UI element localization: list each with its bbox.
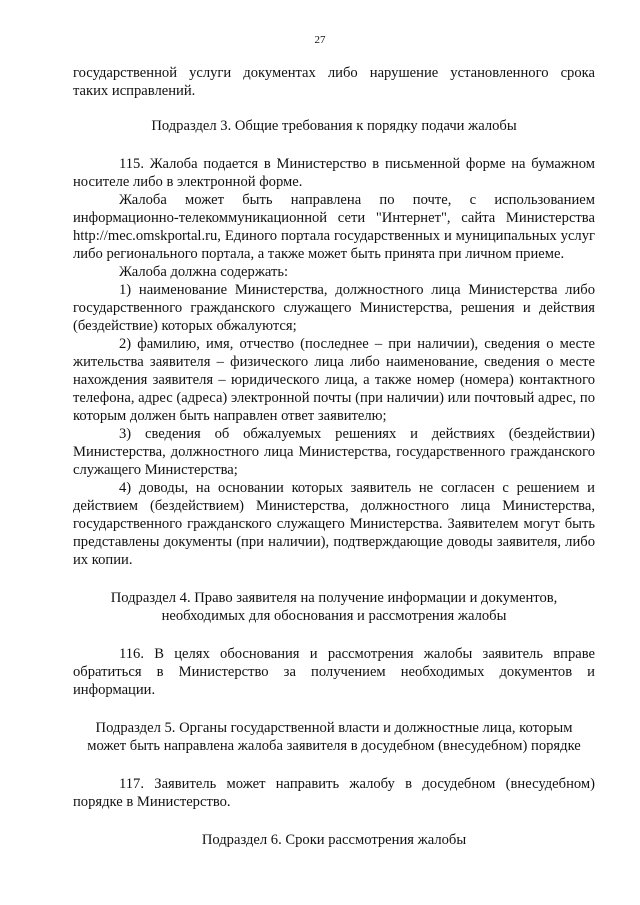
subsection-6-heading: Подраздел 6. Сроки рассмотрения жалобы (201, 832, 467, 848)
subsection-4-heading-line-2: необходимых для обоснования и рассмотрения жалобы (161, 608, 507, 624)
intro-line-1: государственной услуги документах либо нарушение установленного срока (73, 65, 595, 81)
paragraph-submission-channels: Жалоба может быть направлена по почте, с использованием информационно-телекоммуникационной сети "Интернет", сайта Министерства http://mec.omskportal.ru, Единого портала государственных и муниципальных услуг либо регионального портала, а также может быть принята при личном приеме. (73, 192, 595, 262)
paragraph-117: 117. Заявитель может направить жалобу в досудебном (внесудебном) порядке в Министерство. (73, 776, 595, 810)
list-item-2: 2) фамилию, имя, отчество (последнее – при наличии), сведения о месте жительства заявителя – физического лица либо наименование, сведения о месте нахождения заявителя – юридического лица, а также номер (номера) контактного телефона, адрес (адреса) электронной почты (при наличии) или почтовый адрес, по которым должен быть направлен ответ заявителю; (73, 336, 595, 424)
list-item-1: 1) наименование Министерства, должностного лица Министерства либо государственного гражданского служащего Министерства, решения и действия (бездействие) которых обжалуются; (73, 282, 595, 334)
page-number: 27 (314, 34, 326, 46)
subsection-4-heading-line-1: Подраздел 4. Право заявителя на получение информации и документов, (110, 590, 558, 606)
paragraph-115: 115. Жалоба подается в Министерство в письменной форме на бумажном носителе либо в электронной форме. (73, 156, 595, 190)
list-item-4: 4) доводы, на основании которых заявитель не согласен с решением и действием (бездействием) Министерства, должностного лица Министерства, государственного гражданского служащего Министерства. Заявителем могут быть представлены документы (при наличии), подтверждающие доводы заявителя, либо их копии. (73, 480, 595, 568)
subsection-3-heading: Подраздел 3. Общие требования к порядку подачи жалобы (151, 118, 517, 134)
paragraph-116: 116. В целях обоснования и рассмотрения жалобы заявитель вправе обратиться в Министерство за получением необходимых документов и информации. (73, 646, 595, 698)
paragraph-contents-intro: Жалоба должна содержать: (119, 264, 289, 280)
page-content (73, 64, 595, 849)
intro-line-2: таких исправлений. (73, 83, 196, 99)
list-item-3: 3) сведения об обжалуемых решениях и действиях (бездействии) Министерства, должностного лица Министерства, государственного гражданского служащего Министерства; (73, 426, 595, 478)
subsection-5-heading-line-1: Подраздел 5. Органы государственной власти и должностные лица, которым (95, 720, 573, 736)
subsection-5-heading-line-2: может быть направлена жалоба заявителя в досудебном (внесудебном) порядке (87, 738, 581, 754)
